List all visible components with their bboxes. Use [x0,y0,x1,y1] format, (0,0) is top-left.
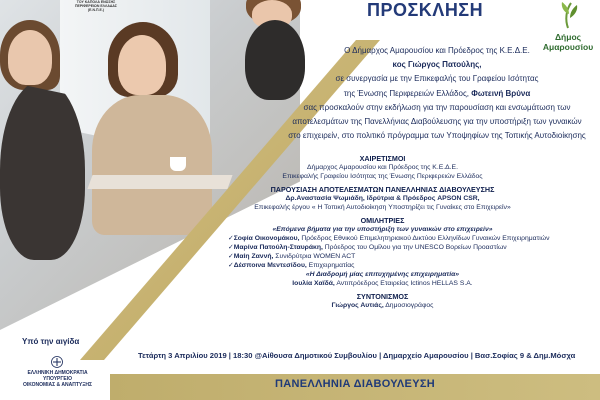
intro-cohost-name: Φωτεινή Βρύνα [471,88,531,98]
intro-line-5: σας προσκαλούν στην εκδήλωση για την παρουσίαση και ενσωμάτωση των [303,102,571,112]
ministry-line-1: ΕΛΛΗΝΙΚΗ ΔΗΜΟΚΡΑΤΙΑ [27,370,88,376]
checkmark-icon: ✓ [228,244,234,251]
journey-speaker [190,279,575,288]
speaker-item [228,252,575,261]
moderator-heading: ΣΥΝΤΟΝΙΣΜΟΣ [356,292,409,301]
event-program [190,154,575,310]
speaker-name: Μαίη Ζαννή, [233,253,274,260]
greetings-heading: ΧΑΙΡΕΤΙΣΜΟΙ [359,154,406,163]
greetings-line-2: Επικεφαλής Γραφείου Ισότητας της Ένωσης Περιφερειών Ελλάδος [282,173,483,180]
checkmark-icon: ✓ [228,253,234,260]
municipality-logo [538,0,598,50]
speakers-heading: ΟΜΙΛΗΤΡΙΕΣ [360,216,405,225]
speaker-name: Σοφία Οικονομάκου, [233,235,300,242]
ministry-line-2: ΥΠΟΥΡΓΕΙΟ [43,376,72,382]
speaker-name: Δέσποινα Μεντεσίδου, [233,262,307,269]
woman-left-face [8,30,52,85]
moderator-name: Γιώργος Αυτιάς, [331,302,384,309]
coffee-cup [170,157,186,171]
moderator-line [190,301,575,310]
speaker-role: Πρόεδρος του Ομίλου για την UNESCO Βορείων Προαστίων [322,244,507,251]
speaker-item [228,243,575,252]
results-line-2: Επικεφαλής έργου « Η Τοπική Αυτοδιοίκηση Υποστηρίζει τις Γυναίκες στο Επιχειρείν» [254,204,511,211]
aegis-label: Υπό την αιγίδα [22,337,80,346]
speakers-list [190,234,575,270]
leaf-logo-icon [553,0,583,30]
greetings-line-1: Δήμαρχος Αμαρουσίου και Πρόεδρος της Κ.Ε.Δ.Ε. [307,164,458,171]
checkmark-icon: ✓ [228,262,234,269]
speaker-role: Πρόεδρος Εθνικού Επιμελητηριακού Δικτύου Ελληνίδων Γυναικών Επιχειρηματιών [299,235,550,242]
footer-banner [110,374,600,400]
speakers-topic: «Επόμενα βήματα για την υποστήριξη των γυναικών στο επιχειρείν» [272,226,493,233]
checkmark-icon: ✓ [228,235,234,242]
journey-topic: «Η Διαδρομή μίας επιτυχημένης επιχειρηματία» [305,271,460,278]
intro-line-6: αποτελεσμάτων της Πανελλήνιας Διαβούλευσης για την υποστήριξη των γυναικών [292,117,582,127]
moderator-role: Δημοσιογράφος [383,302,434,309]
speaker-item [228,261,575,270]
region-logo-caption: ΤΟΥ ΚΑΠΟΛΑ ΕΝΩΣΗΣ ΠΕΡΙΦΕΡΕΙΩΝ ΕΛΛΑΔΑΣ (Ε.Ν.Π.Ε.) [75,0,117,12]
intro-host-name: κος Γιώργος Πατούλης, [392,60,482,70]
municipality-name: Δήμος Αμαρουσίου [542,32,594,52]
speaker-role: Επιχειρηματίας [306,262,355,269]
woman-left-body [0,80,85,260]
page-title: ΠΡΟΣΚΛΗΣΗ [367,0,484,20]
intro-line-4 [272,87,600,101]
speaker-name: Μαρίνα Πατούλη-Σταυράκη, [233,244,323,251]
journey-speaker-name: Ιουλία Χαϊδά, [292,280,335,287]
intro-line-3: σε συνεργασία με την Επικεφαλής του Γραφείου Ισότητας [335,74,539,84]
woman-center-face [118,35,166,95]
banner-title: ΠΑΝΕΛΛΗΝΙΑ ΔΙΑΒΟΥΛΕΥΣΗ [275,378,435,390]
results-heading: ΠΑΡΟΥΣΙΑΣΗ ΑΠΟΤΕΛΕΣΜΑΤΩΝ ΠΑΝΕΛΛΗΝΙΑΣ ΔΙΑΒΟΥΛΕΥΣΗΣ [270,185,495,194]
intro-line-4-text: της Ένωσης Περιφερειών Ελλάδος, [343,88,472,98]
speaker-role: Συνιδρύτρια WOMEN ACT [273,253,356,260]
intro-line-1: Ο Δήμαρχος Αμαρουσίου και Πρόεδρος της Κ.Ε.Δ.Ε. [344,46,530,55]
intro-line-7: στο επιχειρείν, στο πολιτικό πρόγραμμα των Υποψηφίων της Τοπικής Αυτοδιοίκησης [288,131,586,141]
ministry-logo-text [20,370,95,388]
event-details: Τετάρτη 3 Απριλίου 2019 | 18:30 @Αίθουσα Δημοτικού Συμβουλίου | Δημαρχείο Αμαρουσίου | Βασ.Σοφίας 9 & Δημ.Μόσχα [138,351,576,360]
results-line-1: Δρ.Αναστασία Ψωμιάδη, Ιδρύτρια & Πρόεδρος APSON CSR, [285,195,480,202]
greek-emblem-icon [51,356,63,368]
speaker-item [228,234,575,243]
journey-speaker-role: Αντιπρόεδρος Εταιρείας Ictinos HELLAS S.A. [334,280,473,287]
invitation-intro [272,44,600,143]
ministry-line-3: ΟΙΚΟΝΟΜΙΑΣ & ΑΝΑΠΤΥΞΗΣ [22,382,93,388]
